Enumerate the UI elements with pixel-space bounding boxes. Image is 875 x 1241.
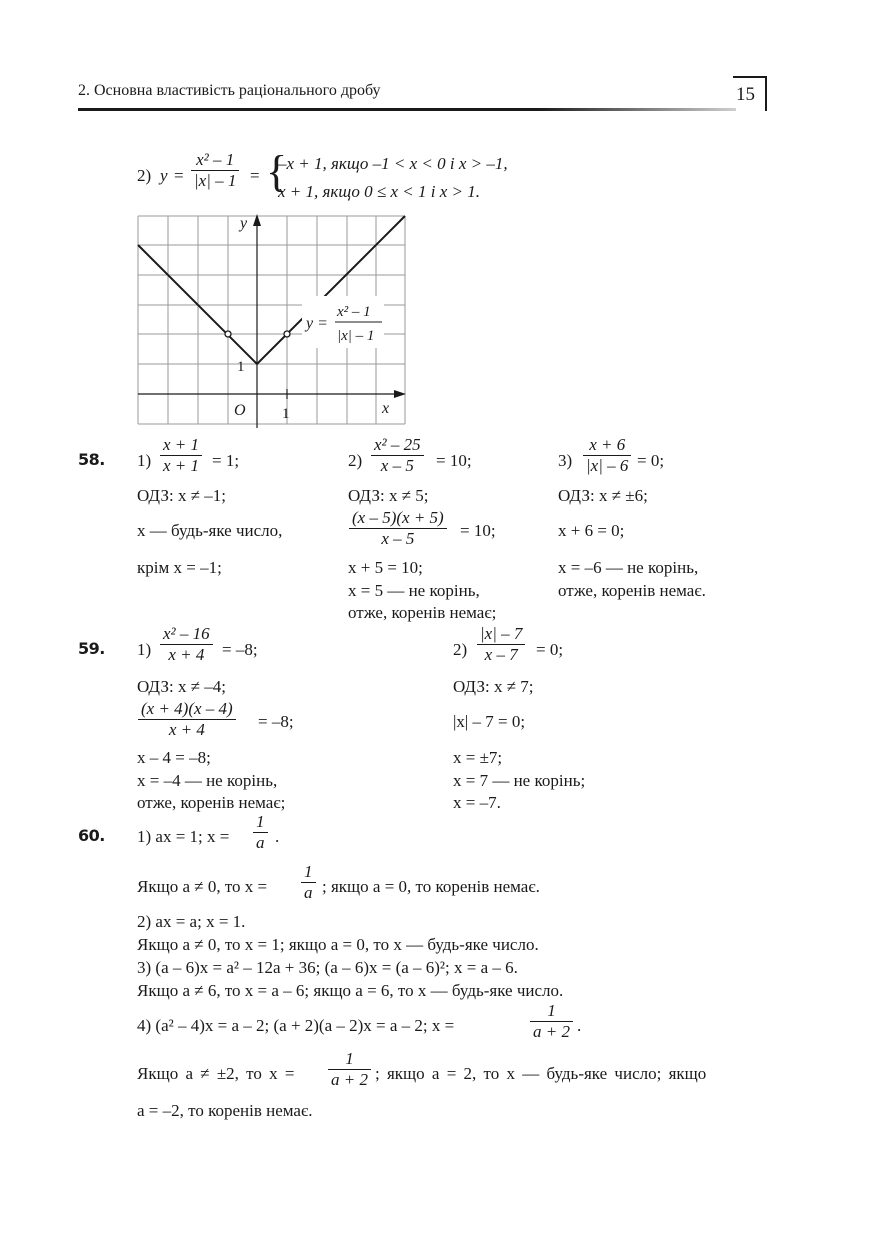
prev-case2: x + 1, якщо 0 ≤ x < 1 і x > 1. [278, 182, 480, 201]
denominator: x – 5 [371, 455, 424, 476]
problem-number: 58. [78, 450, 105, 469]
step-line: |x| – 7 = 0; [453, 712, 526, 731]
case-label: 2) [453, 640, 468, 659]
fraction [298, 862, 319, 903]
p60-line-4: Якщо a ≠ 0, то x = 1; якщо a = 0, то x — будь-яке число. [137, 935, 539, 954]
case-label: 2) [348, 451, 363, 470]
numerator: 1 [547, 1001, 556, 1020]
p60-line-5: 3) (a – 6)x = a² – 12a + 36; (a – 6)x = (a – 6)²; x = a – 6. [137, 958, 518, 977]
p60-line-1: 1) ax = 1; x = [137, 827, 230, 846]
fraction [135, 699, 239, 740]
left-brace: { [266, 147, 288, 196]
punct: . [275, 827, 280, 846]
y-axis-label: y [240, 215, 248, 232]
denominator: x – 5 [349, 528, 447, 549]
p60-line-2-tail: ; якщо a = 0, то коренів немає. [322, 877, 540, 896]
fraction [527, 1001, 576, 1042]
numerator: (x – 5)(x + 5) [352, 508, 444, 527]
page-number: 15 [736, 84, 755, 105]
step-line: крім x = –1; [137, 558, 222, 577]
prev-num: x² – 1 [196, 150, 235, 169]
p60-line-7: 4) (a² – 4)x = a – 2; (a + 2)(a – 2)x = a – 2; x = [137, 1016, 455, 1035]
case-label: 1) [137, 640, 152, 659]
denominator: x + 1 [160, 455, 202, 476]
function-graph [132, 208, 417, 433]
rhs: = 0; [637, 451, 665, 470]
fraction [325, 1049, 374, 1090]
numerator: x² – 25 [374, 435, 421, 454]
rhs: = 10; [436, 451, 472, 470]
x-axis-label: x [382, 400, 390, 417]
numerator: |x| – 7 [480, 624, 523, 643]
step-line: x = ±7; [453, 748, 503, 767]
odz-line: ОДЗ: x ≠ –4; [137, 677, 226, 696]
step-line: x + 6 = 0; [558, 521, 625, 540]
denominator: a [301, 882, 316, 903]
numerator: x + 6 [589, 435, 626, 454]
p60-line-8-tail: ; якщо a = 2, то x — будь-яке число; якщо [375, 1064, 707, 1083]
rhs: = 10; [460, 521, 496, 540]
numerator: 1 [345, 1049, 354, 1068]
prev-y: y [160, 166, 168, 185]
rhs: = 1; [212, 451, 240, 470]
denominator: a + 2 [328, 1069, 371, 1090]
case-label: 3) [558, 451, 573, 470]
odz-line: ОДЗ: x ≠ –1; [137, 486, 226, 505]
denominator: x – 7 [477, 644, 525, 665]
x-axis-arrow [394, 390, 406, 398]
fraction [580, 435, 634, 476]
prev-fraction [188, 150, 242, 191]
step-line: отже, коренів немає; [137, 793, 286, 812]
step-line: x — будь-яке число, [137, 521, 283, 540]
rhs: = –8; [258, 712, 294, 731]
step-line: x = 5 — не корінь, [348, 581, 480, 600]
hole-point-right [284, 331, 290, 337]
header-rule [78, 108, 736, 111]
denominator: x + 4 [160, 644, 213, 665]
fraction [368, 435, 427, 476]
numerator: 1 [304, 862, 313, 881]
denominator: a + 2 [530, 1021, 573, 1042]
numerator: 1 [256, 812, 265, 831]
rhs: = –8; [222, 640, 258, 659]
step-line: x = –7. [453, 793, 501, 812]
case-label: 1) [137, 451, 152, 470]
fraction [474, 624, 528, 665]
step-line: отже, коренів немає; [348, 603, 497, 622]
step-line: x + 5 = 10; [348, 558, 423, 577]
fraction [250, 812, 271, 853]
prev-label: 2) [137, 166, 152, 185]
formula-den: |x| – 1 [337, 328, 375, 344]
numerator: (x + 4)(x – 4) [141, 699, 233, 718]
odz-line: ОДЗ: x ≠ ±6; [558, 486, 648, 505]
origin-label: O [234, 402, 246, 419]
p60-line-6: Якщо a ≠ 6, то x = a – 6; якщо a = 6, то x — будь-яке число. [137, 981, 564, 1000]
numerator: x² – 16 [163, 624, 210, 643]
formula-num: x² – 1 [337, 304, 371, 320]
numerator: x + 1 [163, 435, 200, 454]
punct: . [577, 1016, 582, 1035]
p60-line-3: 2) ax = a; x = 1. [137, 912, 246, 931]
formula-y: y = [306, 315, 328, 332]
odz-line: ОДЗ: x ≠ 7; [453, 677, 534, 696]
step-line: x = 7 — не корінь; [453, 771, 586, 790]
p60-line-9: a = –2, то коренів немає. [137, 1101, 313, 1120]
step-line: отже, коренів немає. [558, 581, 706, 600]
step-line: x = –4 — не корінь, [137, 771, 278, 790]
prev-eq2: = [250, 166, 260, 185]
step-line: x = –6 — не корінь, [558, 558, 699, 577]
fraction [157, 624, 216, 665]
fraction [346, 508, 450, 549]
p60-line-2: Якщо a ≠ 0, то x = [137, 877, 268, 896]
rhs: = 0; [536, 640, 564, 659]
p60-line-8: Якщо a ≠ ±2, то x = [137, 1064, 295, 1083]
fraction [157, 435, 205, 476]
step-line: x – 4 = –8; [137, 748, 211, 767]
prev-case1: –x + 1, якщо –1 < x < 0 і x > –1, [278, 154, 508, 173]
prev-eq: = [174, 166, 184, 185]
problem-number: 59. [78, 639, 105, 658]
x-tick-label: 1 [282, 406, 290, 422]
denominator: |x| – 6 [583, 455, 631, 476]
denominator: a [253, 832, 268, 853]
prev-den: |x| – 1 [191, 170, 239, 191]
odz-line: ОДЗ: x ≠ 5; [348, 486, 429, 505]
problem-number: 60. [78, 826, 105, 845]
header-title: 2. Основна властивість раціонального дробу [78, 82, 381, 99]
y-tick-label: 1 [237, 359, 245, 375]
hole-point-left [225, 331, 231, 337]
denominator: x + 4 [138, 719, 236, 740]
